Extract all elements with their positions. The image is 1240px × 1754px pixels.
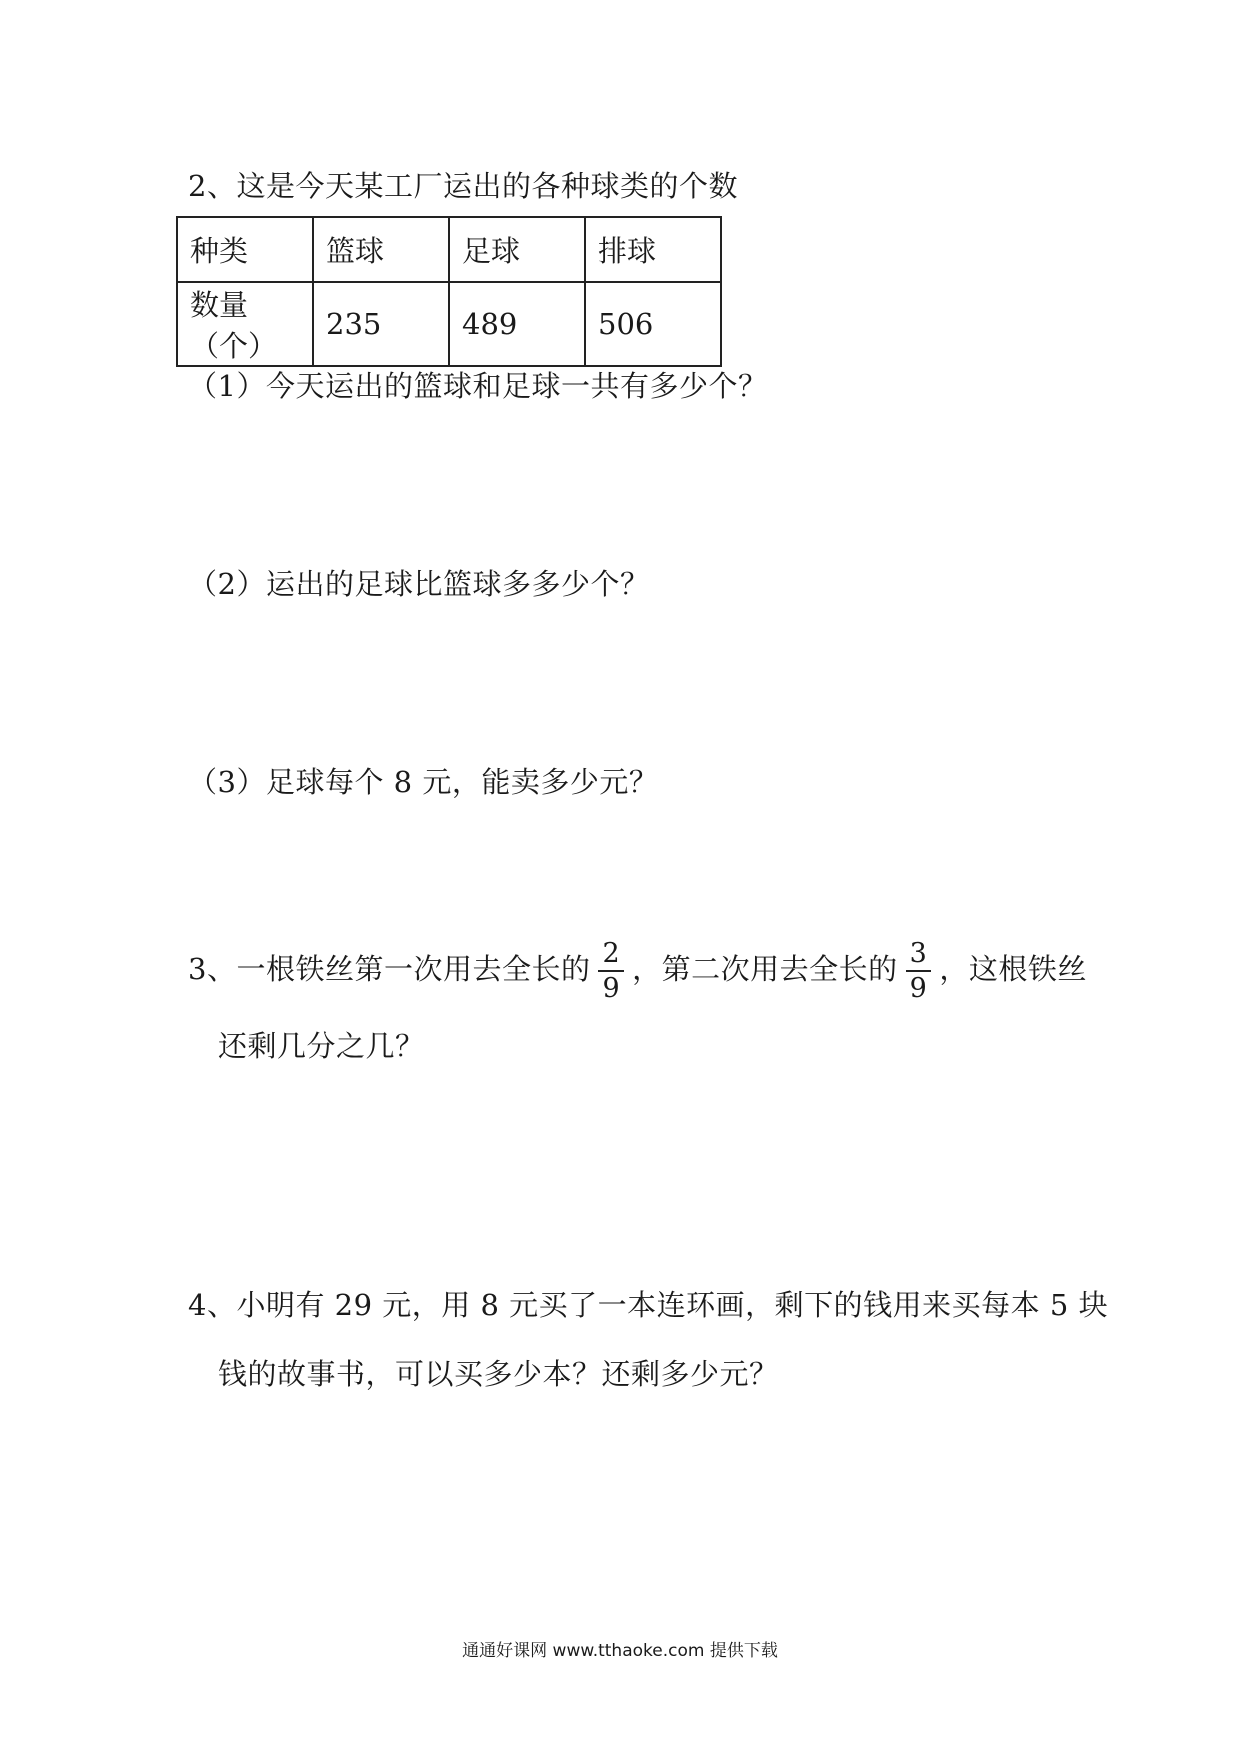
table-cell: 排球 [585, 217, 721, 282]
question-4-line-2: 钱的故事书，可以买多少本？还剩多少元？ [218, 1357, 779, 1391]
footer-source: 通通好课网 www.tthaoke.com 提供下载 [462, 1641, 778, 1661]
question-3-text-part-2: ，第二次用去全长的 [632, 952, 898, 986]
fraction-denominator: 9 [909, 973, 928, 1004]
question-2-title: 2、这是今天某工厂运出的各种球类的个数 [188, 169, 738, 203]
question-3-line-2: 还剩几分之几？ [218, 1029, 425, 1063]
table-cell: 489 [449, 282, 585, 366]
question-4-line-1: 4、小明有 29 元，用 8 元买了一本连环画，剩下的钱用来买每本 5 块 [188, 1288, 1109, 1322]
table-cell: 篮球 [313, 217, 449, 282]
table-row [177, 282, 721, 366]
table-cell: 235 [313, 282, 449, 366]
question-3-line-1 [188, 940, 1087, 1002]
ball-count-table [176, 216, 722, 367]
table-cell: 506 [585, 282, 721, 366]
table-header-row [177, 217, 721, 282]
question-2-sub-2: （2）运出的足球比篮球多多少个？ [188, 567, 650, 601]
table-cell: 种类 [177, 217, 313, 282]
table-cell: 足球 [449, 217, 585, 282]
fraction-three-ninths [906, 940, 932, 1002]
fraction-two-ninths [598, 940, 624, 1002]
question-2-sub-1: （1）今天运出的篮球和足球一共有多少个？ [188, 369, 768, 403]
fraction-numerator: 2 [598, 940, 624, 972]
question-2-sub-3: （3）足球每个 8 元，能卖多少元？ [188, 765, 659, 799]
table-cell: 数量（个） [177, 282, 313, 366]
question-3-text-part-1: 3、一根铁丝第一次用去全长的 [188, 952, 591, 986]
fraction-numerator: 3 [906, 940, 932, 972]
question-3-text-part-3: ，这根铁丝 [939, 952, 1087, 986]
fraction-denominator: 9 [602, 973, 621, 1004]
